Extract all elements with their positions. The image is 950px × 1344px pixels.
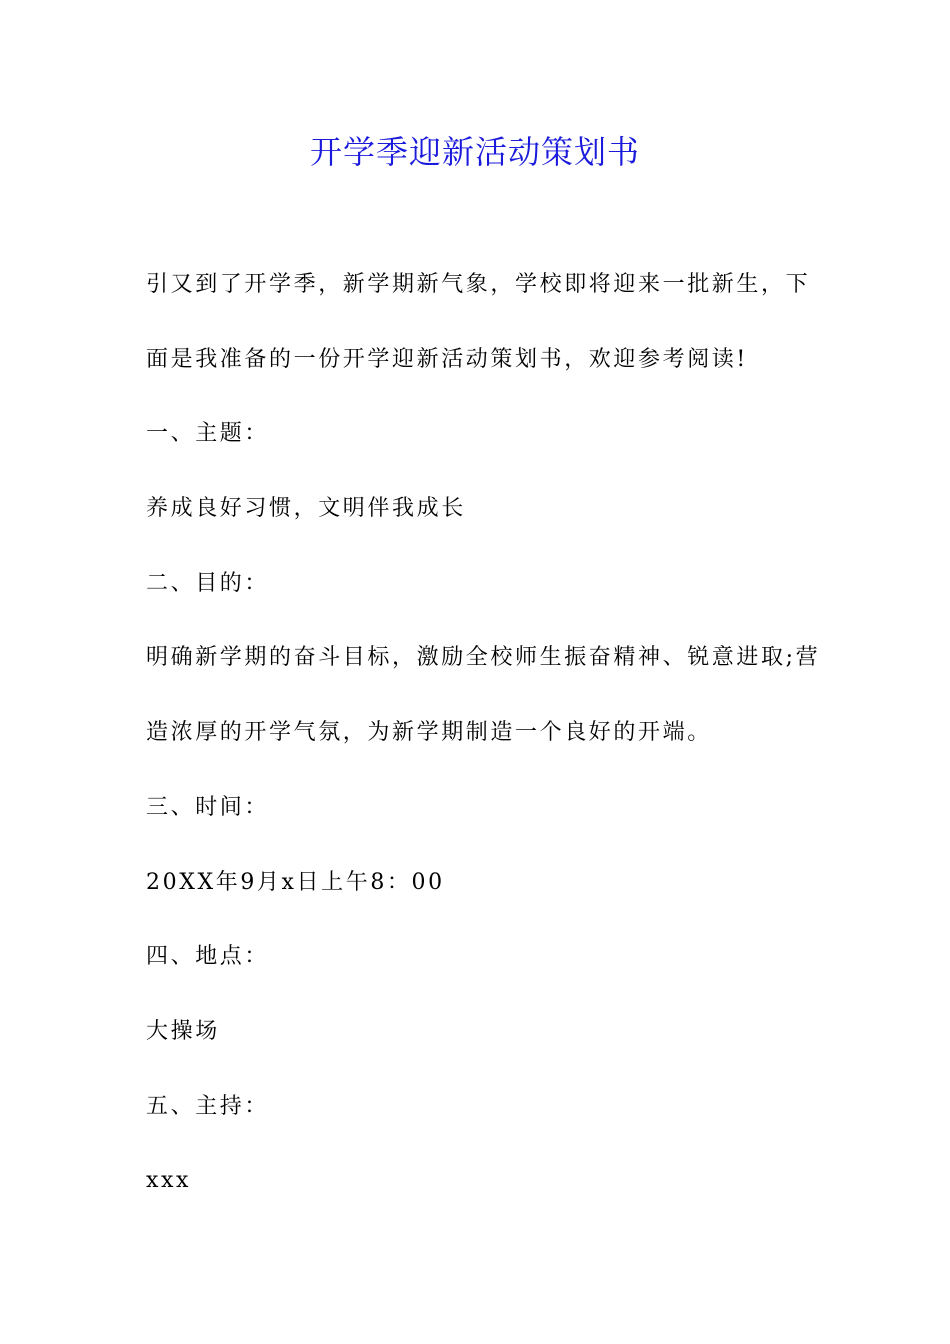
section-heading-location: 四、地点： — [146, 944, 270, 970]
section-content-location: 大操场 — [146, 1018, 220, 1044]
section-content-theme: 养成良好习惯，文明伴我成长 — [146, 496, 466, 522]
section-heading-time: 三、时间： — [146, 794, 270, 820]
paragraph-intro-line-1: 引又到了开学季，新学期新气象，学校即将迎来一批新生，下 — [146, 272, 811, 297]
section-heading-host: 五、主持： — [146, 1093, 270, 1119]
document-body — [146, 262, 821, 1233]
section-heading-theme: 一、主题： — [146, 421, 270, 447]
section-heading-purpose: 二、目的： — [146, 570, 270, 596]
section-content-host: xxx — [146, 1168, 192, 1194]
section-content-purpose-line-1: 明确新学期的奋斗目标，激励全校师生振奋精神、锐意进取;营 — [146, 645, 821, 671]
document-title: 开学季迎新活动策划书 — [309, 133, 640, 171]
paragraph-intro-line-2: 面是我准备的一份开学迎新活动策划书，欢迎参考阅读! — [146, 346, 748, 372]
section-content-purpose-line-2: 造浓厚的开学气氛，为新学期制造一个良好的开端。 — [146, 720, 712, 746]
section-content-time: 20XX年9月x日上午8：00 — [146, 869, 445, 895]
